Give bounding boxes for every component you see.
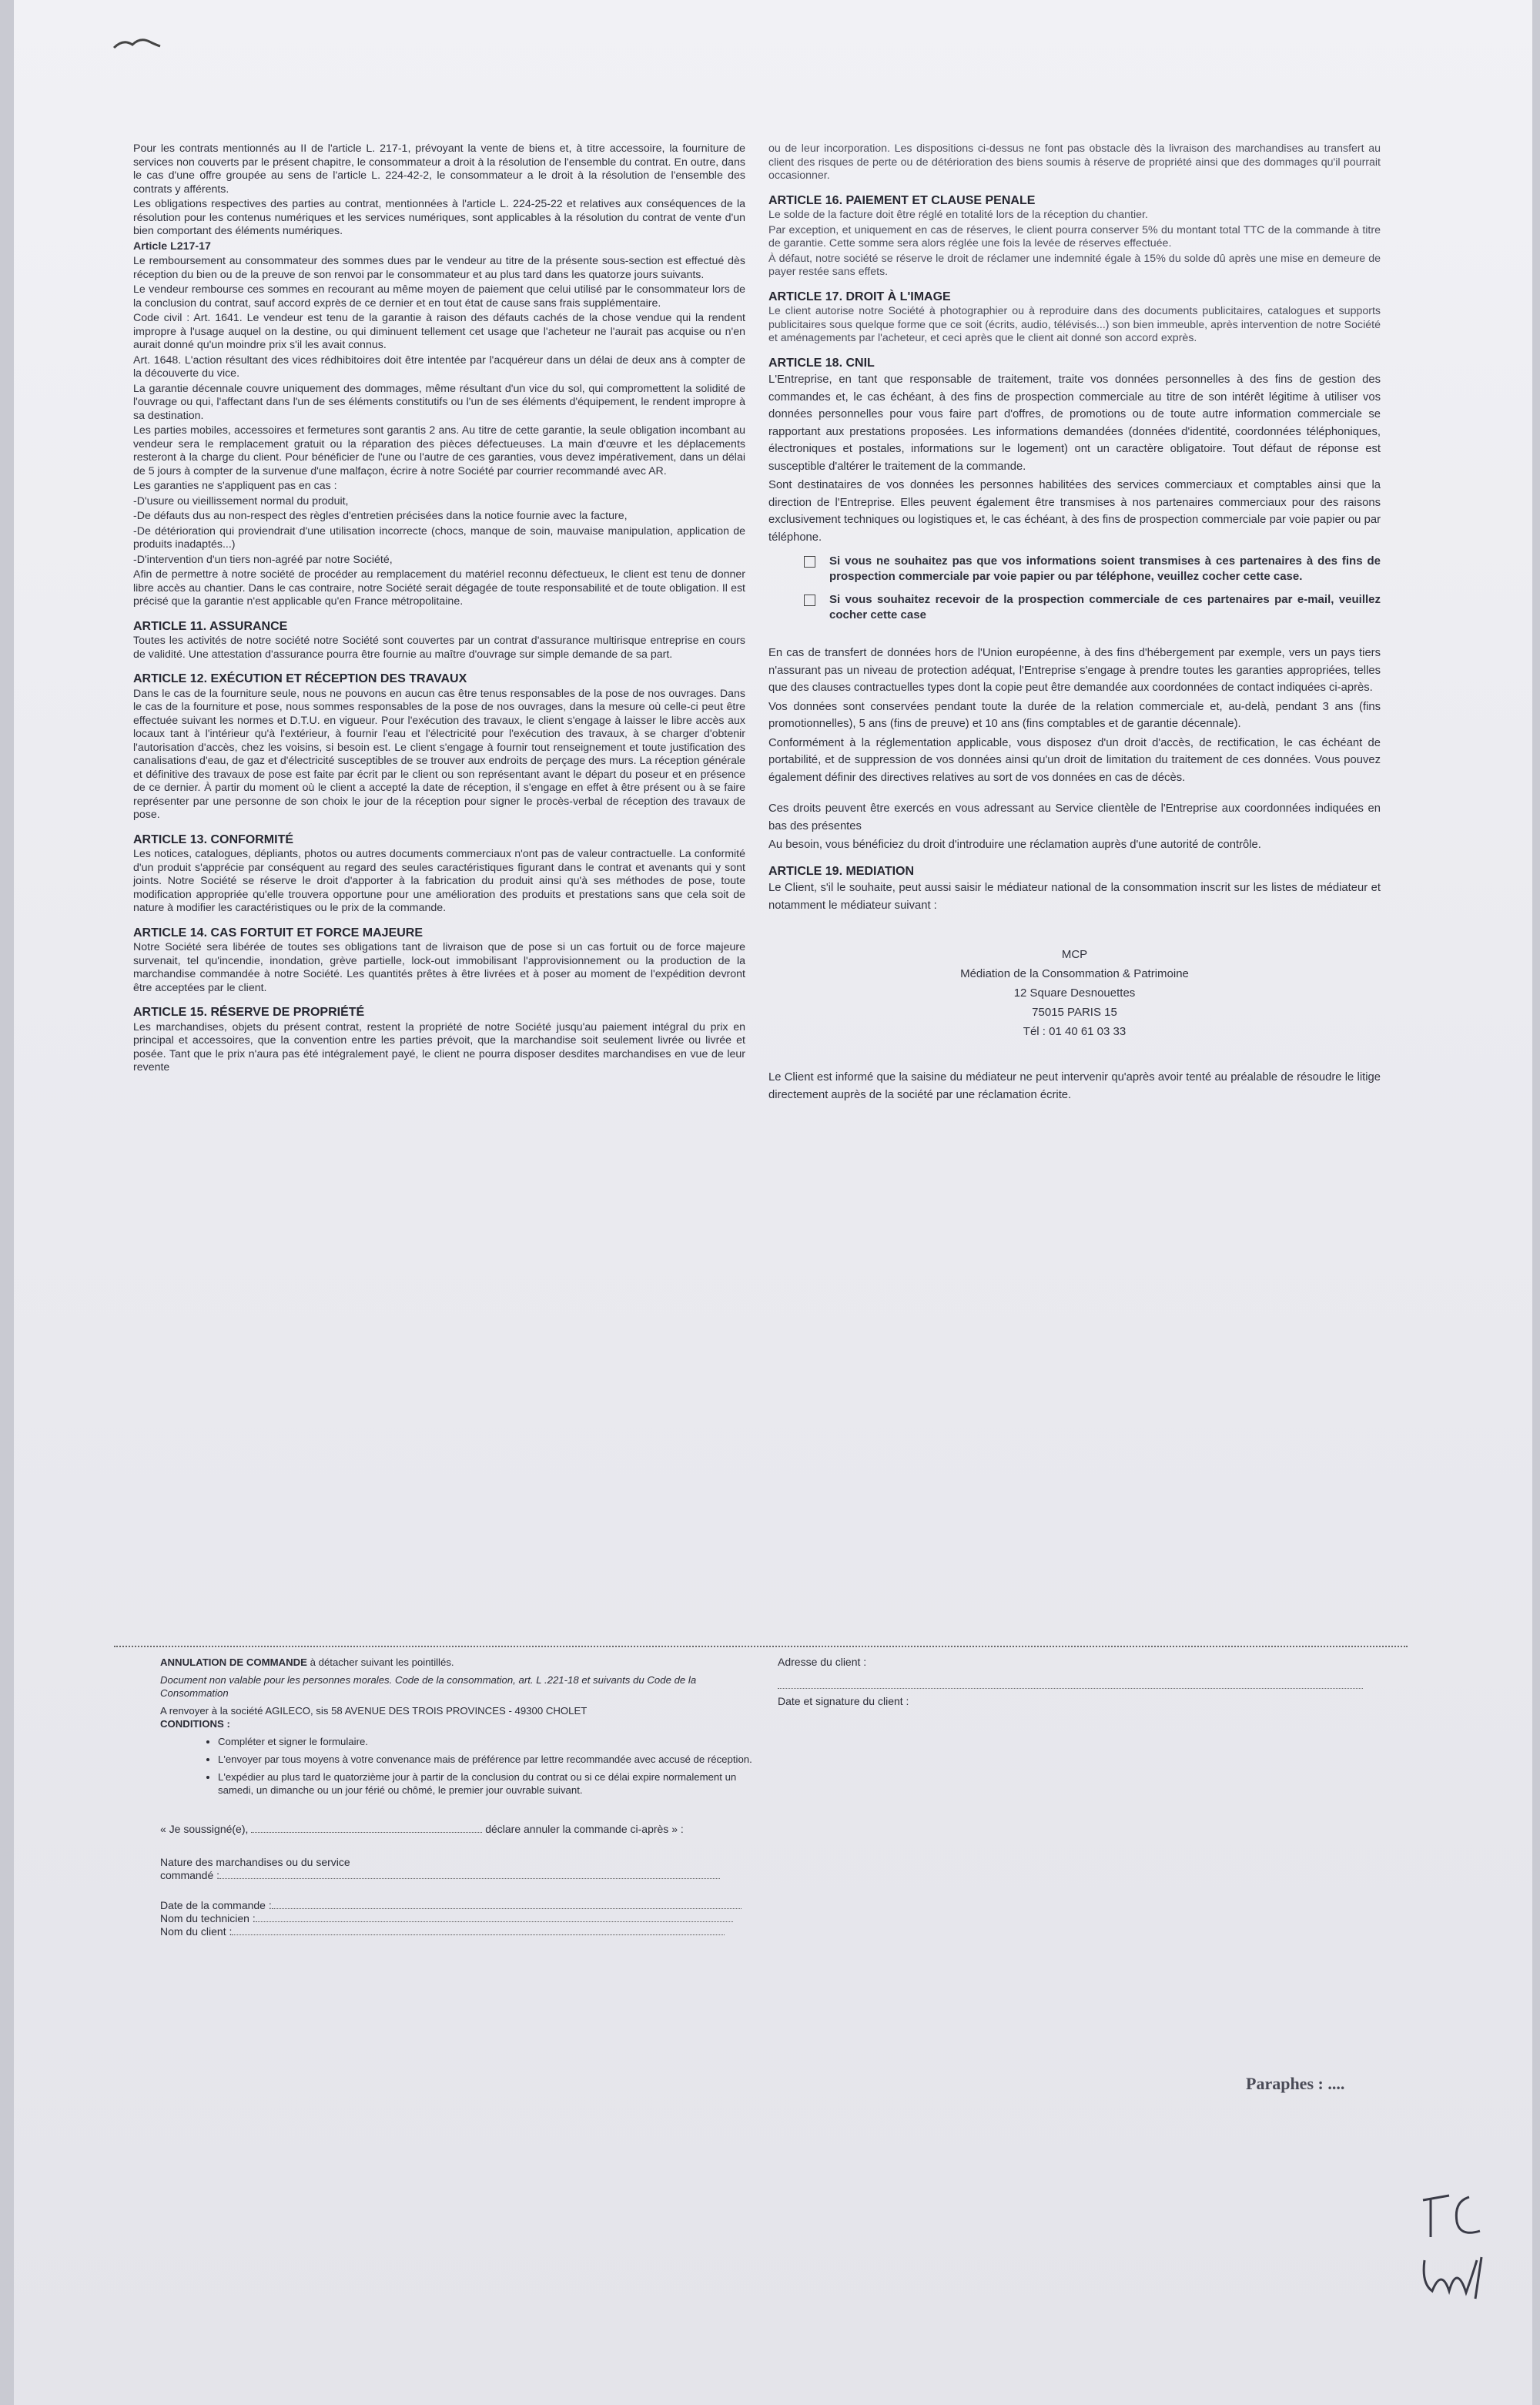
date-commande-field[interactable] bbox=[272, 1908, 742, 1909]
left-intro-paragraph: Afin de permettre à notre société de procéder au remplacement du matériel reconnu défectueux, le client est tenu de donner libre accès au chantier. Dans le cas contraire, notre Société serait dégagée de toute responsabilité et de toute obligation. Il est précisé que la garantie n'est applicable qu'en France métropolitaine. bbox=[133, 568, 745, 608]
article-18-para-1: L'Entreprise, en tant que responsable de traitement, traite vos données personnelles à des fins de gestion des commandes et, le cas échéant, à des fins de prospection commerciale au titre de son intérêt légitime à utiliser vos données personnelles pour vous faire part d'offres, de promotions ou de toute autre information commerciale se rapportant aux prestations proposées. Les informations demandées (données d'identité, coordonnées téléphoniques, électroniques et postales, informations sur le logement) ont un caractère obligatoire. Tout défaut de réponse est susceptible d'altérer le traitement de la commande. bbox=[768, 373, 1381, 473]
mediator-name: MCP bbox=[1061, 948, 1088, 961]
soussigne-label: « Je soussigné(e), bbox=[160, 1823, 249, 1835]
cancellation-title-suffix: à détacher suivant les pointillés. bbox=[310, 1656, 454, 1668]
left-intro-paragraph: Le vendeur rembourse ces sommes en recourant au même moyen de paiement que celui utilisé par le consommateur lors de la conclusion du contrat, sauf accord exprès de ce dernier et en tout état de cause sans frais supplémentaire. bbox=[133, 283, 745, 310]
document-page bbox=[14, 0, 1532, 2405]
article-title: ARTICLE 15. RÉSERVE DE PROPRIÉTÉ bbox=[133, 1006, 365, 1019]
left-intro-paragraph: La garantie décennale couvre uniquement des dommages, même résultant d'un vice du sol, qui compromettent la solidité de l'ouvrage ou qui, l'affectant dans l'un de ses éléments constitutifs ou l'un de ses éléments d'équipement, le rendent impropre à sa destination. bbox=[133, 382, 745, 422]
mediator-city: 75015 PARIS 15 bbox=[1032, 1006, 1117, 1019]
mediator-phone: Tél : 01 40 61 03 33 bbox=[1023, 1025, 1127, 1038]
checkbox-2-label: Si vous souhaitez recevoir de la prospection commerciale de ces partenaires par e-mail, veuillez cocher cette case bbox=[829, 593, 1381, 621]
checkbox-2[interactable] bbox=[804, 595, 815, 606]
mediator-fullname: Médiation de la Consommation & Patrimoine bbox=[960, 967, 1189, 980]
mediator-street: 12 Square Desnouettes bbox=[1013, 986, 1136, 1000]
left-intro-paragraph: Article L217-17 bbox=[133, 239, 211, 253]
condition-item: • L'expédier au plus tard le quatorzième jour à partir de la conclusion du contrat ou si ce délai expire normalement un samedi, un dimanche ou un jour férié ou chômé, le premier jour ouvrable suivant. bbox=[218, 1770, 753, 1797]
article-19 bbox=[768, 865, 1381, 915]
left-intro-paragraph: Les garanties ne s'appliquent pas en cas : bbox=[133, 480, 337, 492]
closing-section bbox=[768, 1069, 1381, 1104]
data-transfer-text: En cas de transfert de données hors de l'Union européenne, à des fins d'hébergement par exemple, vers un pays tiers n'assurant pas un niveau de protection adéquat, l'Entreprise s'engage à prendre toutes les garanties appropriées, telles que des clauses contractuelles types dont la copie peut être demandée aux coordonnées de contact indiquées ci-après. bbox=[768, 647, 1381, 694]
data-complaint-text: Au besoin, vous bénéficiez du droit d'introduire une réclamation auprès d'une autorité de contrôle. bbox=[768, 839, 1261, 851]
article-16-line-3: À défaut, notre société se réserve le droit de réclamer une indemnité égale à 15% du solde dû après une mise en demeure de payer restée sans effets. bbox=[768, 252, 1381, 278]
client-signature-label: Date et signature du client : bbox=[778, 1695, 909, 1707]
left-intro-paragraph: -D'intervention d'un tiers non-agréé par notre Société, bbox=[133, 553, 393, 566]
article-body: Les notices, catalogues, dépliants, photos ou autres documents commerciaux n'ont pas de valeur contractuelle. La conformité d'un produit s'apprécie par conséquent au regard des seules caractéristiques figurant dans le contrat et avenants qui y sont joints. Notre Société se réserve le droit d'apporter à la fabrication du produit ainsi qu'à ses méthodes de pose, toute modification appropriée qu'elle trouvera opportune pour une amélioration des produits et prestations sans que cela soit de nature à modifier les caractéristiques ou le prix de la commande. bbox=[133, 848, 745, 914]
cancellation-note: Document non valable pour les personnes morales. Code de la consommation, art. L .221-18 et suivants du Code de la Consommation bbox=[160, 1674, 697, 1699]
article-16-title: ARTICLE 16. PAIEMENT ET CLAUSE PENALE bbox=[768, 193, 1036, 207]
article-18 bbox=[768, 357, 1381, 547]
client-section bbox=[778, 1656, 1363, 1707]
left-intro-paragraph: Le remboursement au consommateur des sommes dues par le vendeur au titre de la présente sous-section est effectué dès réception du bien ou de la preuve de son renvoi par le consommateur et au plus tard dans les quatorze jours suivants. bbox=[133, 255, 745, 281]
left-intro-paragraph: Code civil : Art. 1641. Le vendeur est tenu de la garantie à raison des défauts cachés de la chose vendue qui la rendent impropre à l'usage auquel on la destine, ou qui diminuent tellement cet usage que l'acheteur ne l'aurait pas acquise ou n'en aurait donné qu'un moindre prix s'il les avait connus. bbox=[133, 312, 745, 351]
checkbox-row-2[interactable] bbox=[804, 592, 1381, 623]
client-name-label: Nom du client : bbox=[160, 1925, 233, 1938]
technicien-field[interactable] bbox=[256, 1921, 733, 1922]
nature-label: Nature des marchandises ou du service bbox=[160, 1856, 350, 1868]
checkbox-1[interactable] bbox=[804, 556, 815, 568]
mediator-address bbox=[768, 945, 1381, 1041]
closing-text: Le Client est informé que la saisine du médiateur ne peut intervenir qu'après avoir tenté au préalable de résoudre le litige directement auprès de la société par une réclamation écrite. bbox=[768, 1071, 1381, 1101]
right-column bbox=[768, 142, 1381, 1105]
technicien-label: Nom du technicien : bbox=[160, 1912, 256, 1924]
left-articles bbox=[133, 620, 745, 1075]
checkbox-1-label: Si vous ne souhaitez pas que vos informations soient transmises à ces partenaires à des fins de prospection commerciale par voie papier ou par téléphone, veuillez cocher cette case. bbox=[829, 554, 1381, 583]
article-body: Les marchandises, objets du présent contrat, restent la propriété de notre Société jusqu'au paiement intégral du prix en principal et accessoires, que la convention entre les parties prévoit, que la marchandise soit seulement livrée ou livrée et posée. Tant que le prix n'aura pas été intégralement payé, le client ne pourra disposer desdites marchandises en vue de leur revente bbox=[133, 1020, 745, 1074]
article-19-title: ARTICLE 19. MEDIATION bbox=[768, 864, 915, 878]
data-rights-section bbox=[768, 645, 1381, 854]
article-17-body: Le client autorise notre Société à photographier ou à reproduire dans des documents publicitaires, catalogues et supports publicitaires sous quelque forme que ce soit (écrits, audio, télévisés...) son bien immeuble, après intervention de notre Société et aménagements par l'acheteur, et ceci après que le client ait donné son accord exprès. bbox=[768, 305, 1381, 344]
client-address-label: Adresse du client : bbox=[778, 1656, 867, 1668]
left-intro-paragraph: Art. 1648. L'action résultant des vices rédhibitoires doit être intentée par l'acquéreur dans un délai de deux ans à compter de la découverte du vice. bbox=[133, 353, 745, 380]
article-body: Dans le cas de la fourniture seule, nous ne pouvons en aucun cas être tenus responsables de la pose de nos ouvrages. Dans le cas de la fourniture et pose, nous sommes responsables de la pose de nos ouvrages, dans la mesure où celle-ci peut être effectuée suivant les normes et D.T.U. en vigueur. Pour l'exécution des travaux, le client s'engage à laisser le libre accès aux locaux tant à l'intérieur qu'à l'extérieur, à fournir l'eau et l'électricité pour l'exécution des travaux, à se charger d'obtenir l'autorisation d'accès, chez les voisins, si besoin est. Le client s'engage à fournir tout renseignement et toute justification des canalisations d'eau, de gaz et d'électricité susceptibles de se trouver aux endroits de perçage des murs. La réception générale et définitive des travaux de pose est faite par écrit par le client ou son représentant avant le départ du poseur et en présence de ce dernier. À partir du moment où le client a accepté la date de réception, il s'engage en effet à être présent ou à se faire représenter par une personne de son choix le jour de la réception pour signer le procès-verbal de réception des travaux de pose. bbox=[133, 687, 745, 821]
left-intro-paragraph: Pour les contrats mentionnés au II de l'article L. 217-1, prévoyant la vente de biens et, à titre accessoire, la fourniture de services non couverts par le présent chapitre, le consommateur a droit à la résolution de l'ensemble du contrat. En outre, dans le cas d'une offre groupée au sens de l'article L. 224-42-2, le consommateur a le droit à la résolution de l'ensemble des contrats y afférents. bbox=[133, 142, 745, 196]
article-body: Notre Société sera libérée de toutes ses obligations tant de livraison que de pose si un cas fortuit ou de force majeure survenait, tel qu'incendie, inondation, grève partielle, lock-out immobilisant l'approvisionnement ou la production de la marchandise commandée à notre Société. Les quantités prêtes à être livrées et à poser au moment de l'expédition devront être acceptées par le client. bbox=[133, 941, 745, 994]
cut-line bbox=[114, 1646, 1408, 1647]
cancellation-title: ANNULATION DE COMMANDE bbox=[160, 1656, 307, 1668]
condition-item: • L'envoyer par tous moyens à votre convenance mais de préférence par lettre recommandée avec accusé de réception. bbox=[218, 1753, 753, 1766]
client-name-field[interactable] bbox=[232, 1934, 725, 1935]
left-intro-paragraph: Les parties mobiles, accessoires et fermetures sont garantis 2 ans. Au titre de cette garantie, la seule obligation incombant au vendeur sera le remplacement gratuit ou la réparation des pièces défectueuses. La main d'œuvre et les déplacements resteront à la charge du client. Pour bénéficier de l'une ou l'autre de ces garanties, vous devez impérativement, dans un délai de 5 jours à compter de la survenue d'une malfaçon, écrire à notre Société par courrier recommandé avec AR. bbox=[133, 424, 745, 477]
left-intro-paragraph: -De détérioration qui proviendrait d'une utilisation incorrecte (chocs, manque de soin, mauvaise manipulation, application de produits inadaptés...) bbox=[133, 524, 745, 551]
data-retention-text: Vos données sont conservées pendant toute la durée de la relation commerciale et, au-delà, pendant 3 ans (fins promotionnelles), 5 ans (fins de preuve) et 10 ans (fins comptables et de garantie décennale). bbox=[768, 700, 1381, 730]
article-16-line-2: Par exception, et uniquement en cas de réserves, le client pourra conserver 5% du montant total TTC de la commande à titre de garantie. Cette somme sera alors réglée une fois la levée de réserves effectuée. bbox=[768, 223, 1381, 250]
article-title: ARTICLE 14. CAS FORTUIT ET FORCE MAJEURE bbox=[133, 926, 424, 940]
checkbox-row-1[interactable] bbox=[804, 554, 1381, 585]
article-title: ARTICLE 12. EXÉCUTION ET RÉCEPTION DES TRAVAUX bbox=[133, 672, 467, 685]
paraphes-label: Paraphes : .... bbox=[1246, 2074, 1345, 2093]
commande-field[interactable] bbox=[219, 1878, 720, 1879]
handwritten-mark bbox=[106, 31, 168, 54]
article-16-line-1: Le solde de la facture doit être réglé en totalité lors de la réception du chantier. bbox=[768, 209, 1148, 221]
cancellation-address: A renvoyer à la société AGILECO, sis 58 AVENUE DES TROIS PROVINCES - 49300 CHOLET bbox=[160, 1705, 588, 1717]
article-18-title: ARTICLE 18. CNIL bbox=[768, 356, 875, 370]
commande-label: commandé : bbox=[160, 1869, 220, 1881]
declare-label: déclare annuler la commande ci-après » : bbox=[485, 1823, 684, 1835]
conditions-label: CONDITIONS : bbox=[160, 1718, 230, 1730]
data-exercise-text: Ces droits peuvent être exercés en vous adressant au Service clientèle de l'Entreprise aux coordonnées indiquées en bas des présentes bbox=[768, 802, 1381, 832]
left-intro-paragraph: -De défauts dus au non-respect des règles d'entretien précisées dans la notice fournie avec la facture, bbox=[133, 510, 628, 522]
handwritten-initials bbox=[1415, 2183, 1508, 2314]
left-intro bbox=[133, 142, 745, 609]
left-intro-paragraph: Les obligations respectives des parties au contrat, mentionnées à l'article L. 224-25-22 et relatives aux conséquences de la résolution pour les contenus numériques et les services numériques, sont applicables à la résolution du contrat de vente d'un bien comportant des éléments numériques. bbox=[133, 198, 745, 237]
article-title: ARTICLE 11. ASSURANCE bbox=[133, 619, 288, 633]
cancellation-form bbox=[160, 1656, 753, 1938]
article-19-body: Le Client, s'il le souhaite, peut aussi saisir le médiateur national de la consommation inscrit sur les listes de médiateur et notamment le médiateur suivant : bbox=[768, 882, 1381, 912]
date-commande-label: Date de la commande : bbox=[160, 1899, 272, 1911]
left-column bbox=[133, 142, 745, 1077]
article-title: ARTICLE 13. CONFORMITÉ bbox=[133, 832, 294, 846]
client-address-field[interactable] bbox=[778, 1668, 1363, 1689]
continuation-text: ou de leur incorporation. Les dispositions ci-dessus ne font pas obstacle dès la livraison des marchandises au transfert au client des risques de perte ou de détérioration des biens soumis à réserve de propriété ainsi que des dommages qu'il pourrait occasionner. bbox=[768, 142, 1381, 182]
article-body: Toutes les activités de notre société notre Société sont couvertes par un contrat d'assurance multirisque entreprise en cours de validité. Une attestation d'assurance pourra être fournie au maître d'ouvrage sur simple demande de sa part. bbox=[133, 635, 745, 661]
condition-item: • Compléter et signer le formulaire. bbox=[218, 1735, 753, 1748]
article-17-title: ARTICLE 17. DROIT À L'IMAGE bbox=[768, 290, 951, 303]
data-rights-text: Conformément à la réglementation applicable, vous disposez d'un droit d'accès, de rectification, le cas échéant de portabilité, et de suppression de vos données ainsi qu'un droit de limitation du traitement de ces données. Vous pouvez également définir des directives relatives au sort de vos données en cas de décès. bbox=[768, 736, 1381, 784]
soussigne-field[interactable] bbox=[251, 1832, 482, 1833]
conditions-list bbox=[160, 1735, 753, 1797]
article-18-para-2: Sont destinataires de vos données les personnes habilitées des services commerciaux et comptables ainsi que la direction de l'Entreprise. Elles peuvent également être transmises à nos partenaires commerciaux pour des raisons exclusivement techniques ou logistiques et, le cas échéant, à des fins de prospection commerciale par voie papier ou par téléphone. bbox=[768, 479, 1381, 544]
left-intro-paragraph: -D'usure ou vieillissement normal du produit, bbox=[133, 494, 349, 507]
